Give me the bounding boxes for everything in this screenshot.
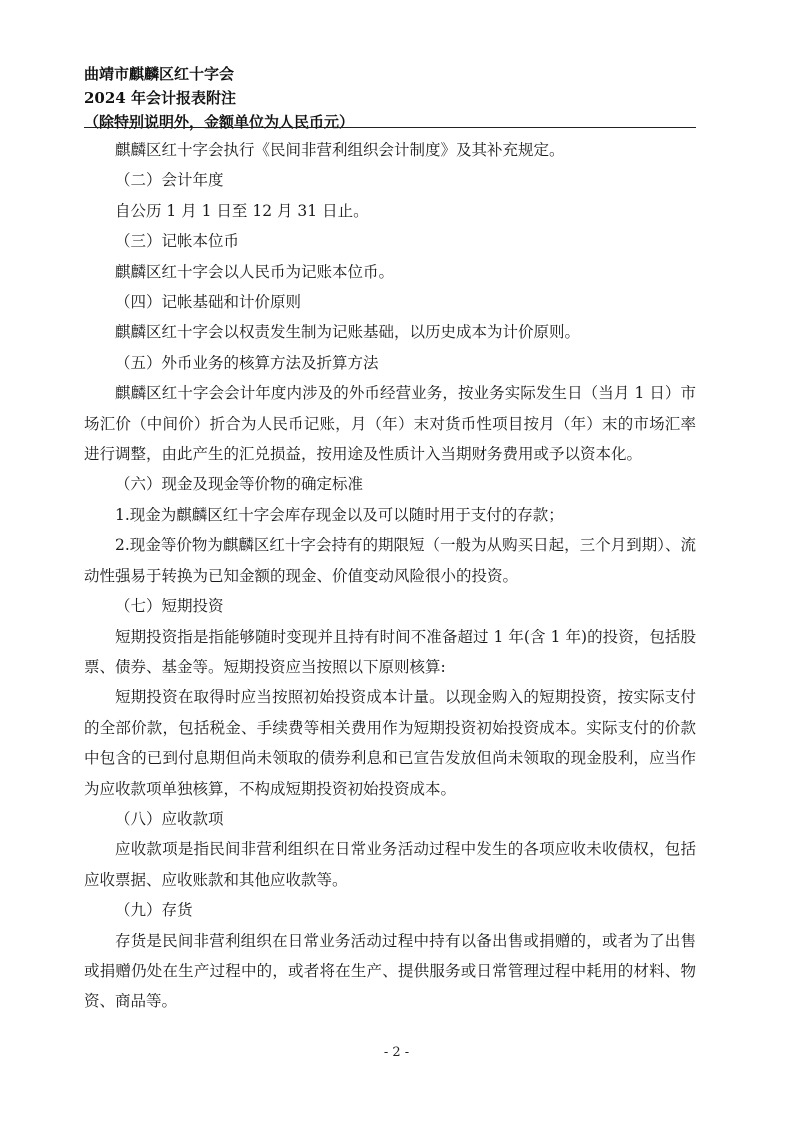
page-number: - 2 - xyxy=(383,1045,410,1060)
body-paragraph: 麒麟区红十字会以权责发生制为记账基础，以历史成本为计价原则。 xyxy=(115,323,581,342)
organization-name: 曲靖市麒麟区红十字会 xyxy=(84,65,235,83)
section-heading: （三）记帐本位币 xyxy=(115,232,240,251)
body-paragraph: 存货是民间非营利组织在日常业务活动过程中持有以备出售或捐赠的，或者为了出售或捐赠仍处在生产过程中的，或者将在生产、提供服务或日常管理过程中耗用的材料、物资、商品等。 xyxy=(84,931,696,1011)
document-body xyxy=(84,135,696,1017)
section-heading: （八）应收款项 xyxy=(115,809,224,828)
document-header xyxy=(84,62,704,134)
body-paragraph: 1.现金为麒麟区红十字会库存现金以及可以随时用于支付的存款； xyxy=(115,505,564,524)
body-paragraph: 应收款项是指民间非营利组织在日常业务活动过程中发生的各项应收未收债权，包括应收票据、应收账款和其他应收款等。 xyxy=(84,840,696,889)
section-heading: （六）现金及现金等价物的确定标准 xyxy=(115,475,364,494)
body-paragraph: 短期投资在取得时应当按照初始投资成本计量。以现金购入的短期投资，按实际支付的全部价款，包括税金、手续费等相关费用作为短期投资初始投资成本。实际支付的价款中包含的已到付息期但尚未领取的债券利息和已宣告发放但尚未领取的现金股利，应当作为应收款项单独核算，不构成短期投资初始投资成本。 xyxy=(84,688,696,798)
unit-note: （除特别说明外，金额单位为人民币元） xyxy=(84,113,355,131)
header-divider xyxy=(84,127,696,128)
body-paragraph: 短期投资指是指能够随时变现并且持有时间不准备超过 1 年(含 1 年)的投资，包括股票、债券、基金等。短期投资应当按照以下原则核算: xyxy=(84,627,696,676)
body-paragraph: 麒麟区红十字会执行《民间非营利组织会计制度》及其补充规定。 xyxy=(115,141,565,159)
body-paragraph: 自公历 1 月 1 日至 12 月 31 日止。 xyxy=(115,201,369,220)
report-title: 2024 年会计报表附注 xyxy=(84,89,236,107)
section-heading: （九）存货 xyxy=(115,901,193,920)
section-heading: （七）短期投资 xyxy=(115,597,224,616)
body-paragraph: 2.现金等价物为麒麟区红十字会持有的期限短（一般为从购买日起，三个月到期）、流动性强易于转换为已知金额的现金、价值变动风险很小的投资。 xyxy=(84,536,696,585)
body-paragraph: 麒麟区红十字会以人民币为记账本位币。 xyxy=(115,262,395,281)
section-heading: （五）外币业务的核算方法及折算方法 xyxy=(115,353,379,372)
section-heading: （四）记帐基础和计价原则 xyxy=(115,293,302,312)
body-paragraph: 麒麟区红十字会会计年度内涉及的外币经营业务，按业务实际发生日（当月 1 日）市场汇价（中间价）折合为人民币记账，月（年）末对货币性项目按月（年）末的市场汇率进行调整，由此产生的汇兑损益，按用途及性质计入当期财务费用或予以资本化。 xyxy=(84,384,696,464)
section-heading: （二）会计年度 xyxy=(115,171,224,190)
